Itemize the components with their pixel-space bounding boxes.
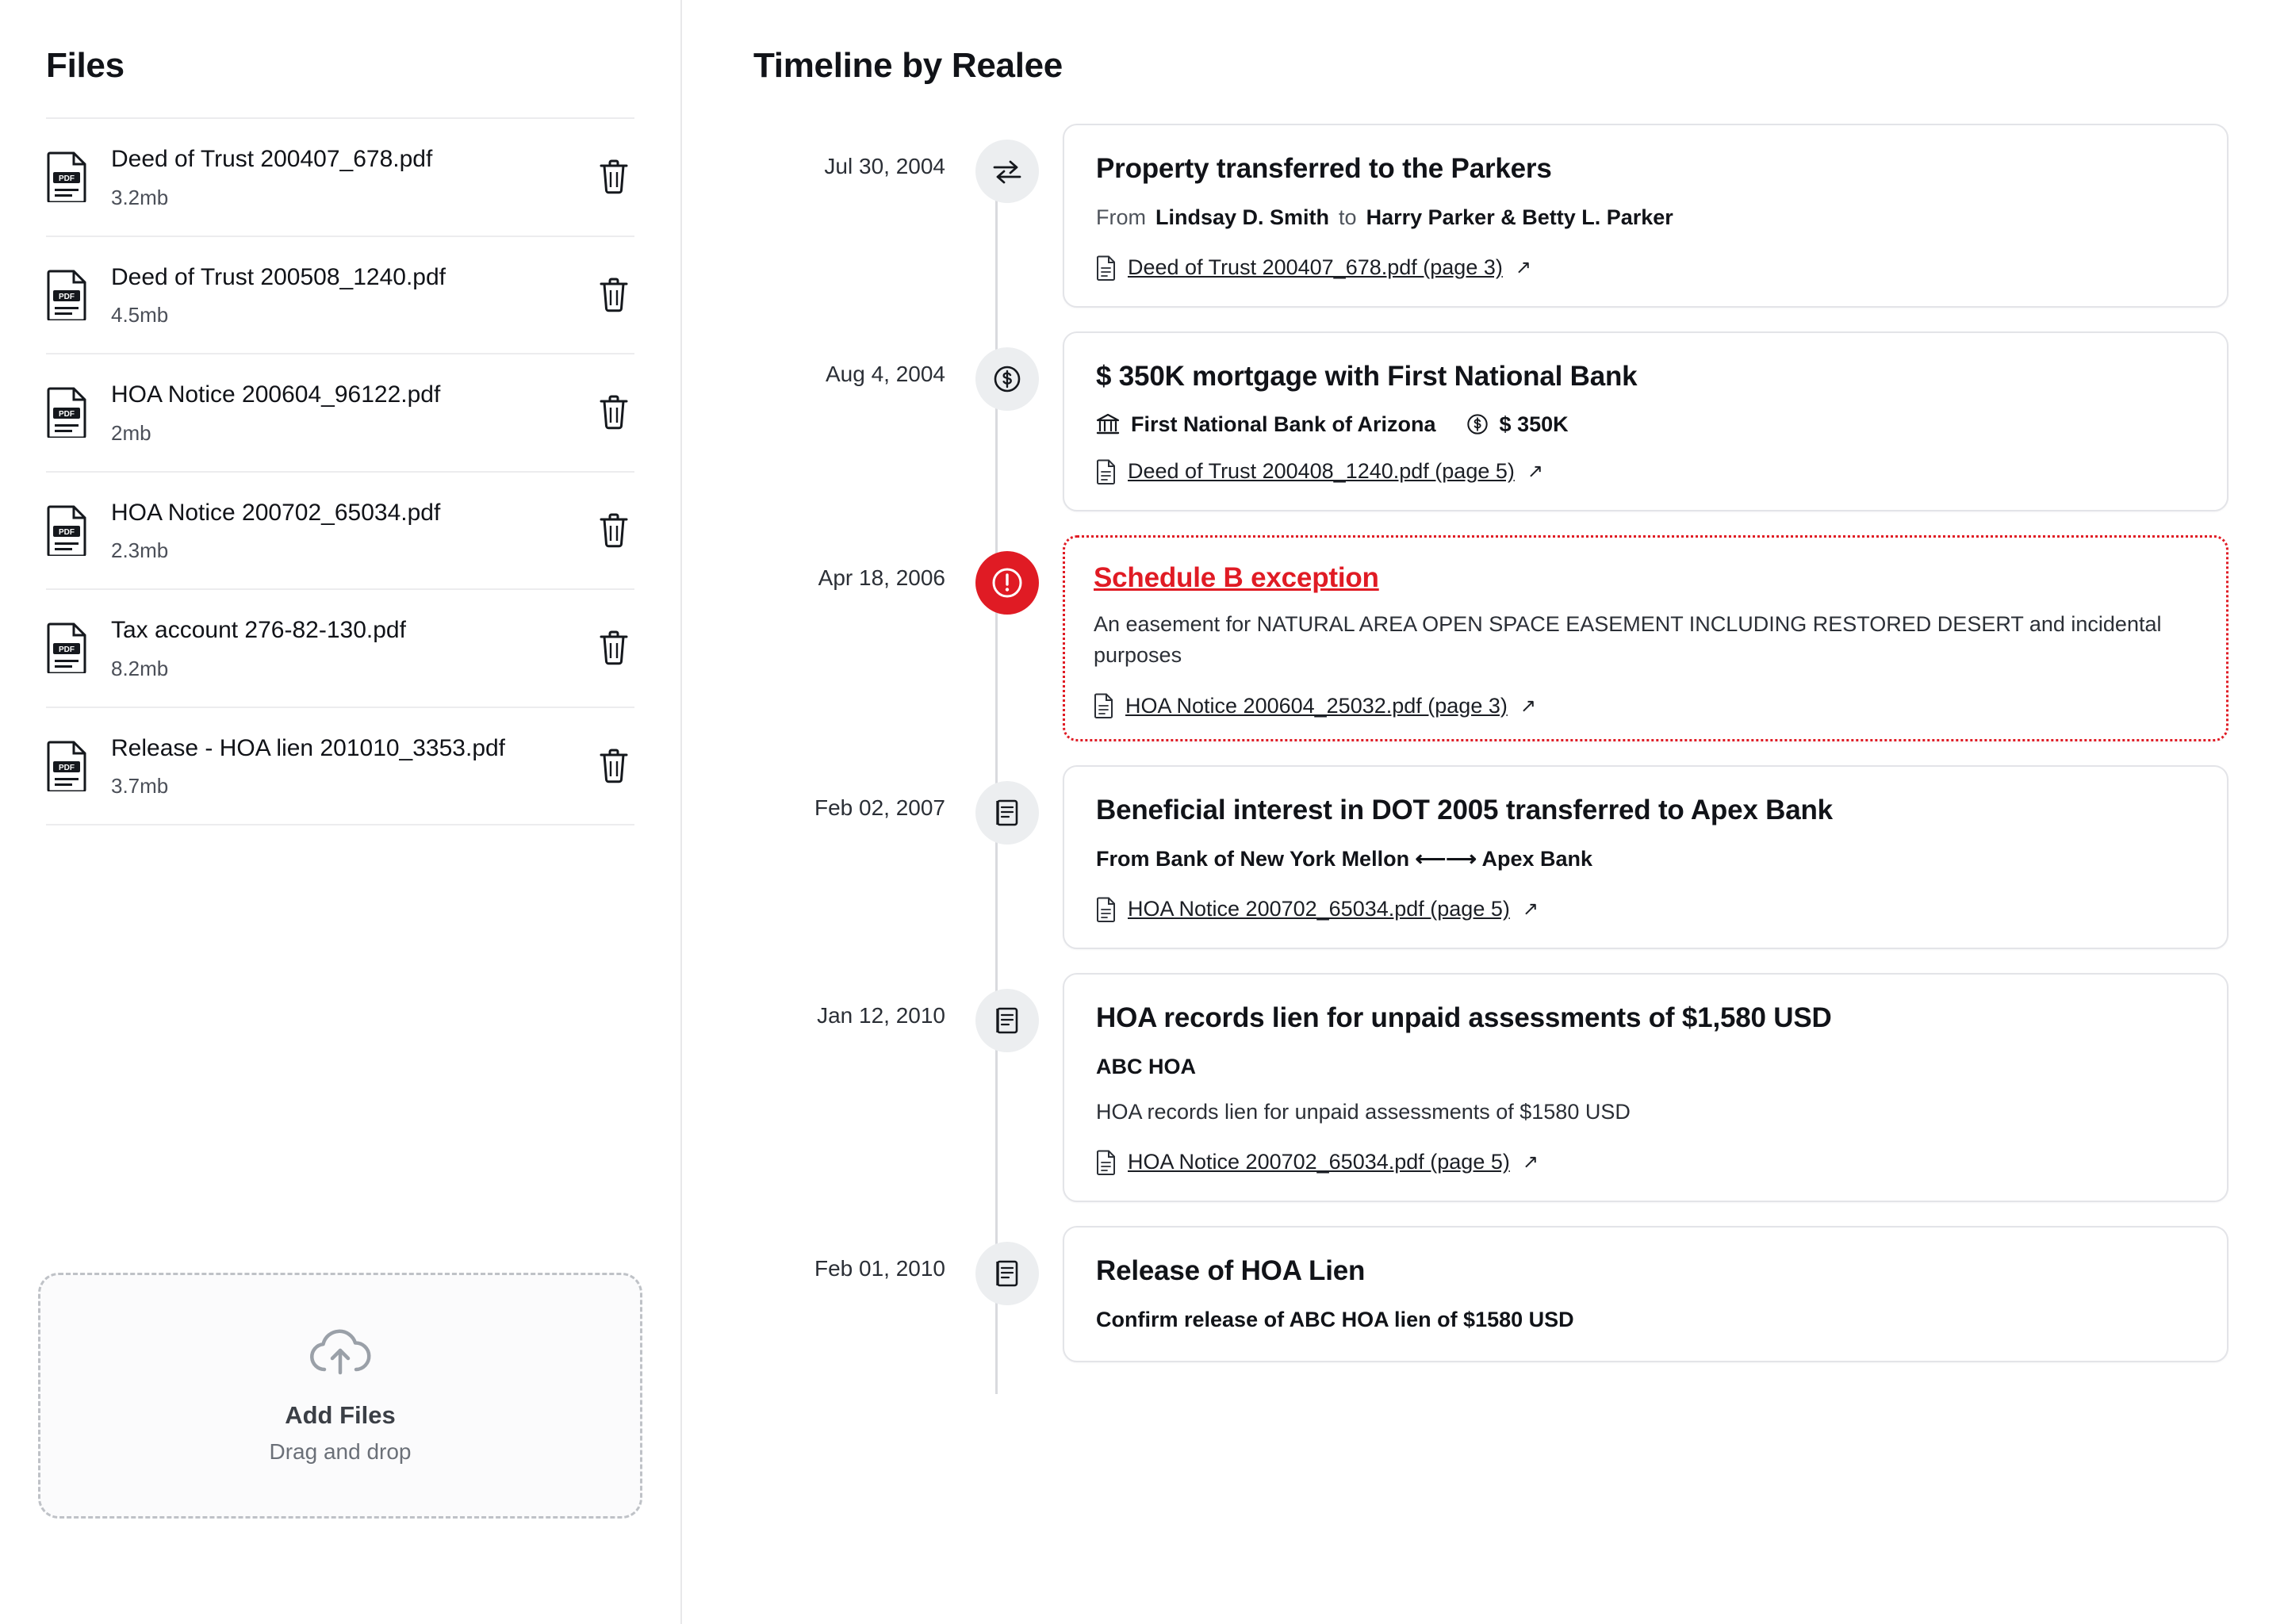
lender-name: First National Bank of Arizona <box>1131 412 1436 436</box>
external-link-icon[interactable]: ↗ <box>1515 257 1531 279</box>
event-subtitle <box>1096 845 2195 875</box>
file-size: 2.3mb <box>111 538 169 562</box>
document-icon <box>1096 1150 1117 1175</box>
amount-value: $ 350K <box>1499 412 1569 436</box>
event-source-link-row[interactable] <box>1096 1150 2195 1175</box>
event-card[interactable] <box>1063 765 2228 949</box>
pdf-file-icon <box>46 505 89 556</box>
file-meta <box>111 615 571 681</box>
ledger-icon <box>975 989 1039 1052</box>
external-link-icon[interactable]: ↗ <box>1522 898 1539 921</box>
event-date: Apr 18, 2006 <box>818 565 945 590</box>
list-item[interactable] <box>46 590 634 708</box>
file-name: Tax account 276-82-130.pdf <box>111 617 406 643</box>
transfer-arrows-icon <box>975 140 1039 203</box>
alert-exclamation-icon <box>975 551 1039 615</box>
event-date: Aug 4, 2004 <box>825 361 945 386</box>
timeline-event <box>753 765 2228 949</box>
list-item[interactable] <box>46 119 634 237</box>
list-item[interactable] <box>46 237 634 355</box>
transfer-parties: From Bank of New York Mellon ⟵⟶ Apex Bank <box>1096 847 1593 871</box>
event-card[interactable] <box>1063 973 2228 1202</box>
event-node <box>952 973 1063 1052</box>
file-meta <box>111 380 571 446</box>
file-name: Release - HOA lien 201010_3353.pdf <box>111 734 506 761</box>
event-card[interactable] <box>1063 331 2228 511</box>
bank-icon <box>1096 413 1120 435</box>
svg-text:PDF: PDF <box>59 645 75 655</box>
svg-text:PDF: PDF <box>59 527 75 537</box>
event-node <box>952 1226 1063 1305</box>
event-source-link[interactable]: HOA Notice 200604_25032.pdf (page 3) <box>1125 693 1508 718</box>
file-name: HOA Notice 200702_65034.pdf <box>111 499 441 526</box>
document-icon <box>1096 255 1117 281</box>
timeline-event <box>753 124 2228 308</box>
timeline-event-alert <box>753 535 2228 741</box>
dollar-circle-icon <box>975 347 1039 411</box>
file-size: 4.5mb <box>111 303 169 327</box>
event-card[interactable] <box>1063 535 2228 741</box>
event-title: Release of HOA Lien <box>1096 1254 1366 1286</box>
lender-chip <box>1096 412 1436 437</box>
event-date: Jan 12, 2010 <box>817 1002 945 1028</box>
file-name: HOA Notice 200604_96122.pdf <box>111 381 441 408</box>
event-node <box>952 124 1063 203</box>
grantee-name: Harry Parker & Betty L. Parker <box>1366 205 1673 229</box>
event-card[interactable] <box>1063 1226 2228 1362</box>
svg-text:PDF: PDF <box>59 174 75 184</box>
timeline-event <box>753 1226 2228 1362</box>
file-name: Deed of Trust 200407_678.pdf <box>111 146 433 172</box>
document-icon <box>1094 693 1114 718</box>
file-size: 3.2mb <box>111 185 169 209</box>
trash-icon[interactable] <box>593 508 634 553</box>
files-panel-title: Files <box>46 46 125 85</box>
ledger-icon <box>975 781 1039 845</box>
event-date: Feb 02, 2007 <box>814 795 945 821</box>
add-files-label: Add Files <box>285 1401 396 1429</box>
dollar-circle-icon <box>1466 413 1489 435</box>
svg-text:PDF: PDF <box>59 763 75 772</box>
event-title: Property transferred to the Parkers <box>1096 153 1552 184</box>
event-chips <box>1096 412 2195 437</box>
from-label: From <box>1096 205 1146 229</box>
event-date: Jul 30, 2004 <box>824 154 945 178</box>
event-source-link-row[interactable] <box>1096 459 2195 485</box>
event-source-link[interactable]: HOA Notice 200702_65034.pdf (page 5) <box>1128 897 1510 921</box>
external-link-icon[interactable]: ↗ <box>1519 695 1536 717</box>
trash-icon[interactable] <box>593 626 634 670</box>
files-list <box>46 117 634 825</box>
event-title: HOA records lien for unpaid assessments of $1,580 USD <box>1096 1002 1832 1033</box>
ledger-icon <box>975 1242 1039 1305</box>
event-subtitle <box>1096 1052 2195 1082</box>
event-node <box>952 331 1063 411</box>
file-meta <box>111 733 571 799</box>
pdf-file-icon <box>46 622 89 673</box>
add-files-dropzone[interactable] <box>38 1273 642 1519</box>
timeline-title: Timeline by Realee <box>753 46 1063 85</box>
to-label: to <box>1339 205 1357 229</box>
event-source-link-row[interactable] <box>1096 897 2195 922</box>
event-source-link-row[interactable] <box>1094 693 2198 718</box>
file-meta <box>111 144 571 210</box>
list-item[interactable] <box>46 473 634 591</box>
event-subtitle <box>1096 203 2195 233</box>
pdf-file-icon <box>46 741 89 791</box>
event-description: An easement for NATURAL AREA OPEN SPACE EASEMENT INCLUDING RESTORED DESERT and incidental purposes <box>1094 611 2162 667</box>
file-size: 2mb <box>111 420 151 445</box>
file-size: 8.2mb <box>111 656 169 680</box>
amount-chip <box>1466 412 1569 437</box>
document-icon <box>1096 897 1117 922</box>
event-title[interactable]: Schedule B exception <box>1094 561 1379 593</box>
event-card[interactable] <box>1063 124 2228 308</box>
timeline-list <box>753 124 2228 1362</box>
timeline-event <box>753 331 2228 511</box>
event-source-link[interactable]: HOA Notice 200702_65034.pdf (page 5) <box>1128 1150 1510 1174</box>
timeline-event <box>753 973 2228 1202</box>
external-link-icon[interactable]: ↗ <box>1522 1151 1539 1174</box>
files-panel <box>0 0 682 1624</box>
event-subtitle <box>1096 1305 2195 1335</box>
trash-icon[interactable] <box>593 390 634 435</box>
list-item[interactable] <box>46 708 634 826</box>
event-node <box>952 765 1063 845</box>
event-node <box>952 535 1063 615</box>
file-meta <box>111 498 571 564</box>
grantor-name: Lindsay D. Smith <box>1155 205 1330 229</box>
cloud-upload-icon <box>306 1327 374 1379</box>
pdf-file-icon <box>46 151 89 202</box>
pdf-file-icon <box>46 270 89 320</box>
trash-icon[interactable] <box>593 744 634 788</box>
release-confirmation: Confirm release of ABC HOA lien of $1580 USD <box>1096 1307 1574 1331</box>
timeline-panel <box>682 0 2284 1624</box>
drag-and-drop-hint: Drag and drop <box>269 1439 412 1464</box>
document-icon <box>1096 459 1117 485</box>
event-date: Feb 01, 2010 <box>814 1255 945 1281</box>
trash-icon[interactable] <box>593 155 634 199</box>
event-title: Beneficial interest in DOT 2005 transferred to Apex Bank <box>1096 795 1833 826</box>
file-name: Deed of Trust 200508_1240.pdf <box>111 263 446 290</box>
pdf-file-icon <box>46 387 89 438</box>
trash-icon[interactable] <box>593 273 634 317</box>
svg-text:PDF: PDF <box>59 410 75 419</box>
event-source-link[interactable]: Deed of Trust 200407_678.pdf (page 3) <box>1128 255 1503 280</box>
event-source-link-row[interactable] <box>1096 255 2195 281</box>
file-meta <box>111 262 571 328</box>
event-title: $ 350K mortgage with First National Bank <box>1096 360 1638 392</box>
hoa-name: ABC HOA <box>1096 1054 1196 1078</box>
external-link-icon[interactable]: ↗ <box>1527 461 1543 483</box>
event-source-link[interactable]: Deed of Trust 200408_1240.pdf (page 5) <box>1128 459 1515 484</box>
svg-text:PDF: PDF <box>59 292 75 301</box>
list-item[interactable] <box>46 354 634 473</box>
event-description: HOA records lien for unpaid assessments of $1580 USD <box>1096 1099 1631 1124</box>
file-size: 3.7mb <box>111 774 169 798</box>
